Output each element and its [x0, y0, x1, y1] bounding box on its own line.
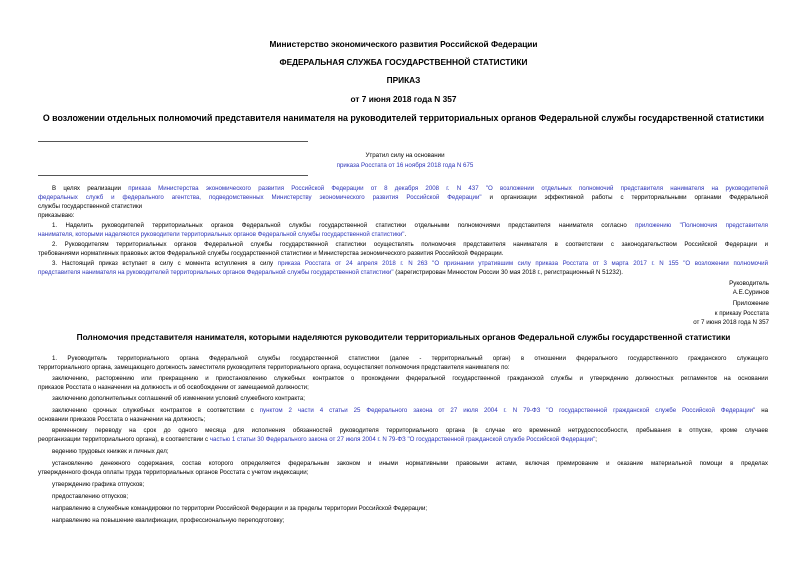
- preamble-line-2: федеральных служб и федерального агентства, подведомственных Министерству экономического развития Российской Федерации" и организации эффективной работы с территориальными органами Федеральной: [38, 194, 768, 201]
- power-3-line-2: основании приказов Росстата о назначении на должность;: [38, 416, 206, 423]
- divider-bottom: [38, 175, 308, 176]
- signature-name: А.Е.Суринов: [732, 289, 769, 296]
- preamble-order-word: приказываю:: [38, 212, 75, 219]
- power-9: направлению в служебные командировки по территории Российской Федерации и за пределы территории Российской Федерации;: [52, 505, 428, 512]
- power-7: утверждению графика отпусков;: [52, 481, 145, 488]
- preamble-line-3: службы государственной статистики: [38, 203, 143, 210]
- power-1-line-2: приказов Росстата о назначении на должность и об освобождении от замещаемой должности;: [38, 384, 309, 391]
- power-3-line-1: заключению срочных служебных контрактов в соответствии с пунктом 2 части 4 статьи 25 Федерального закона от 27 июля 2004 г. N 79-ФЗ "О государственной гражданской службе Российской Федерации" на: [52, 407, 769, 414]
- appendix-ref-label: Приложение: [732, 300, 769, 307]
- ministry-order-link-cont[interactable]: федеральных служб и федерального агентства, подведомственных Министерству экономического развития Российской Федерации": [38, 194, 482, 201]
- power-2: заключению дополнительных соглашений об изменении условий служебного контракта;: [52, 395, 305, 402]
- power-4-line-1: временному переводу на срок до одного месяца для исполнения обязанностей руководителя территориального органа (в случае его временной нетрудоспособности, пребывания в отпуске, кроме случаев: [52, 427, 768, 434]
- item-1-line-2: нанимателя, которыми наделяются руководители территориальных органов Федеральной службы государственной статистики".: [38, 231, 407, 238]
- item-1-line-1: 1. Наделить руководителей территориальных органов Федеральной службы государственной статистики отдельными полномочиями представителя нанимателя согласно приложению "Полномочия представителя: [52, 222, 769, 229]
- repeal-order-link[interactable]: приказа Росстата от 16 ноября 2018 года N 675: [336, 162, 474, 169]
- signature-role: Руководитель: [729, 280, 769, 287]
- rosstat-order-263-link[interactable]: приказа Росстата от 24 апреля 2018 г. N 263 "О признании утратившим силу приказа Росстата от 3 марта 2017 г. N 155 "О возложении полномочий: [277, 260, 768, 267]
- power-8: предоставлению отпусков;: [52, 493, 129, 500]
- item-2-line-2: требованиями нормативных правовых актов Федеральной службы государственной статистики и Министерства экономического развития Российской Федерации.: [38, 250, 504, 257]
- preamble-line-1: В целях реализации приказа Министерства экономического развития Российской Федерации от 8 декабря 2008 г. N 437 "О возложении отдельных полномочий представителя нанимателя на руководителей: [52, 185, 769, 192]
- appendix-link-cont[interactable]: нанимателя, которыми наделяются руководители территориальных органов Федеральной службы государственной статистики": [38, 231, 405, 238]
- divider-top: [38, 141, 308, 142]
- appendix-ref-order: к приказу Росстата: [714, 310, 769, 317]
- item-2-line-1: 2. Руководителям территориальных органов Федеральной службы государственной статистики осуществлять полномочия представителя нанимателя в соответствии с законодательством Российской Федерации и: [52, 241, 768, 248]
- power-1-line-1: заключению, расторжению или прекращению и приостановлению служебных контрактов о прохождении федеральной государственной гражданской службы и утверждению должностных регламентов на основании: [52, 375, 768, 382]
- appendix-ref-date: от 7 июня 2018 года N 357: [693, 319, 769, 326]
- power-5: ведению трудовых книжек и личных дел;: [52, 448, 169, 455]
- service-name: ФЕДЕРАЛЬНАЯ СЛУЖБА ГОСУДАРСТВЕННОЙ СТАТИСТИКИ: [279, 57, 528, 67]
- status-note: Утратил силу на основании: [365, 152, 445, 159]
- appendix-title: Полномочия представителя нанимателя, которыми наделяются руководители территориальных органов Федеральной службы государственной статистики: [76, 332, 731, 342]
- item-3-line-1: 3. Настоящий приказ вступает в силу с момента вступления в силу приказа Росстата от 24 апреля 2018 г. N 263 "О признании утратившим силу приказа Росстата от 3 марта 2017 г. N 155 "О возложении полномочий: [52, 260, 768, 267]
- power-6-line-2: утвержденного фонда оплаты труда территориальных органов Росстата с учетом индексации;: [38, 469, 309, 476]
- power-10: направлению на повышение квалификации, профессиональную переподготовку;: [52, 517, 285, 524]
- document-title: О возложении отдельных полномочий представителя нанимателя на руководителей территориальных органов Федеральной службы государственной статистики: [42, 113, 765, 123]
- appendix-item-1-line-1: 1. Руководитель территориального органа Федеральной службы государственной статистики (далее - территориальный орган) в отношении федерального государственного гражданского служащего: [52, 355, 768, 362]
- law-79-fz-article-25-link[interactable]: пунктом 2 части 4 статьи 25 Федерального закона от 27 июля 2004 г. N 79-ФЗ "О государственной гражданской службе Российской Федерации": [259, 407, 756, 414]
- power-6-line-1: установлению денежного содержания, состав которого определяется федеральным законом и иными нормативными правовыми актами, включая премирование и оказание материальной помощи в пределах: [52, 460, 768, 467]
- rosstat-order-263-link-cont[interactable]: представителя нанимателя на руководителей территориальных органов Федеральной службы государственной статистики": [38, 269, 394, 276]
- status-note-link-line: [240, 162, 570, 169]
- ministry-order-link[interactable]: приказа Министерства экономического развития Российской Федерации от 8 декабря 2008 г. N 437 "О возложении отдельных полномочий представителя нанимателя на руководителей: [128, 185, 769, 192]
- power-4-line-2: реорганизации территориального органа), в соответствии с частью 1 статьи 30 Федерального закона от 27 июля 2004 г. N 79-ФЗ "О государственной гражданской службе Российской Федерации";: [38, 436, 597, 443]
- appendix-item-1-line-2: территориального органа, замещающего должность заместителя руководителя территориального органа, осуществляет полномочия представителя нанимателя по:: [38, 364, 510, 371]
- item-3-line-2: представителя нанимателя на руководителей территориальных органов Федеральной службы государственной статистики" (зарегистрирован Минюстом России 30 мая 2018 г., регистрационный N 51232).: [38, 269, 623, 276]
- document-date-number: от 7 июня 2018 года N 357: [350, 94, 457, 104]
- ministry-name: Министерство экономического развития Российской Федерации: [269, 39, 538, 49]
- law-79-fz-article-30-link[interactable]: частью 1 статьи 30 Федерального закона от 27 июля 2004 г. N 79-ФЗ "О государственной гражданской службе Российской Федерации": [209, 436, 596, 443]
- appendix-link[interactable]: приложению "Полномочия представителя: [635, 222, 769, 229]
- document-type: ПРИКАЗ: [386, 75, 421, 85]
